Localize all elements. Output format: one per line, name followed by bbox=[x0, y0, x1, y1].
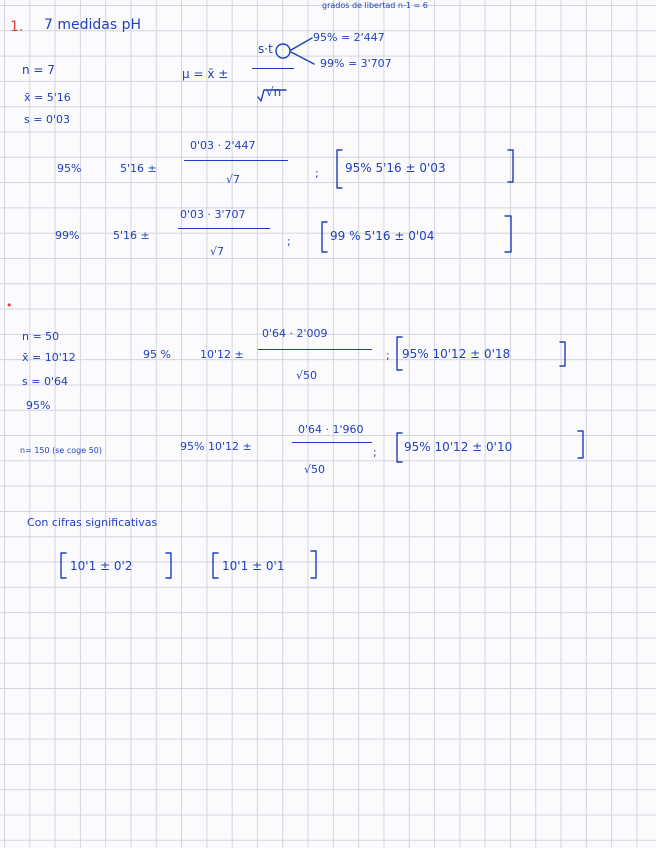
bracket-right-sig-b bbox=[311, 551, 316, 578]
part1-row99-numerator: 0'03 · 3'707 bbox=[180, 208, 246, 221]
bracket-left-95 bbox=[337, 150, 342, 188]
circle-t-mark bbox=[276, 44, 290, 58]
part2-n: n = 50 bbox=[22, 330, 60, 343]
part2-row150-separator: ; bbox=[373, 446, 377, 459]
bracket-right-50 bbox=[560, 342, 565, 366]
part1-row99-fraction-bar bbox=[178, 228, 270, 229]
part1-row99-separator: ; bbox=[287, 235, 291, 248]
part1-mean: x̄ = 5'16 bbox=[24, 91, 71, 104]
part2-std: s = 0'64 bbox=[22, 375, 68, 388]
part2-row50-separator: ; bbox=[386, 349, 390, 362]
part1-row95-numerator: 0'03 · 2'447 bbox=[190, 139, 256, 152]
part2-row150-denominator: √50 bbox=[304, 463, 326, 476]
part1-std: s = 0'03 bbox=[24, 113, 70, 126]
bracket-left-150 bbox=[397, 433, 402, 462]
t-value-99: 99% = 3'707 bbox=[320, 57, 392, 70]
bracket-left-sig-a bbox=[61, 553, 66, 578]
bracket-right-95 bbox=[508, 150, 513, 182]
formula-numerator: s·t bbox=[258, 42, 273, 56]
part1-row99-label: 99% bbox=[55, 229, 80, 242]
part2-mean: x̄ = 10'12 bbox=[22, 351, 76, 364]
part2-bullet: • bbox=[6, 299, 13, 312]
bracket-right-150 bbox=[578, 431, 583, 458]
part2-row150-label: n= 150 (se coge 50) bbox=[20, 446, 103, 455]
part1-row95-separator: ; bbox=[315, 167, 319, 180]
part1-n: n = 7 bbox=[22, 63, 55, 77]
sig-figs-result-a: 10'1 ± 0'2 bbox=[70, 559, 133, 573]
bracket-left-99 bbox=[322, 222, 327, 252]
t-value-95: 95% = 2'447 bbox=[313, 31, 385, 44]
part1-row99-denominator: √7 bbox=[210, 245, 225, 258]
sig-figs-result-b: 10'1 ± 0'1 bbox=[222, 559, 285, 573]
part2-row50-label: 95 % bbox=[143, 348, 171, 361]
part2-row50-fraction-bar bbox=[258, 349, 372, 350]
part1-row95-denominator: √7 bbox=[226, 173, 241, 186]
bracket-left-sig-b bbox=[213, 553, 218, 578]
part2-confidence: 95% bbox=[26, 399, 51, 412]
problem-number: 1. bbox=[10, 19, 24, 35]
part2-row50-expr: 10'12 ± bbox=[200, 348, 244, 361]
part1-row99-result: 99 % 5'16 ± 0'04 bbox=[330, 229, 435, 243]
degrees-of-freedom-note: grados de libertad n-1 = 6 bbox=[322, 1, 428, 10]
part2-row50-numerator: 0'64 · 2'009 bbox=[262, 327, 328, 340]
part2-row150-fraction-bar bbox=[292, 442, 372, 443]
bracket-right-99 bbox=[505, 216, 511, 252]
formula-fraction-bar bbox=[252, 68, 294, 69]
part2-row150-expr: 95% 10'12 ± bbox=[180, 440, 252, 453]
part1-row95-result: 95% 5'16 ± 0'03 bbox=[345, 161, 446, 175]
part2-row150-numerator: 0'64 · 1'960 bbox=[298, 423, 364, 436]
part2-row50-result: 95% 10'12 ± 0'18 bbox=[402, 347, 511, 361]
part1-row95-label: 95% bbox=[57, 162, 82, 175]
arrow-to-t95 bbox=[291, 38, 312, 50]
part1-row95-expr: 5'16 ± bbox=[120, 162, 157, 175]
formula-denominator: √n bbox=[266, 85, 282, 99]
part1-row95-fraction-bar bbox=[184, 160, 288, 161]
sig-figs-label: Con cifras significativas bbox=[27, 516, 158, 529]
bracket-right-sig-a bbox=[166, 553, 171, 578]
problem-title: 7 medidas pH bbox=[44, 17, 142, 33]
part2-row150-result: 95% 10'12 ± 0'10 bbox=[404, 440, 513, 454]
arrow-to-t99 bbox=[291, 52, 314, 64]
part1-row99-expr: 5'16 ± bbox=[113, 229, 150, 242]
part2-row50-denominator: √50 bbox=[296, 369, 318, 382]
formula-lhs: μ = x̄ ± bbox=[182, 67, 229, 81]
